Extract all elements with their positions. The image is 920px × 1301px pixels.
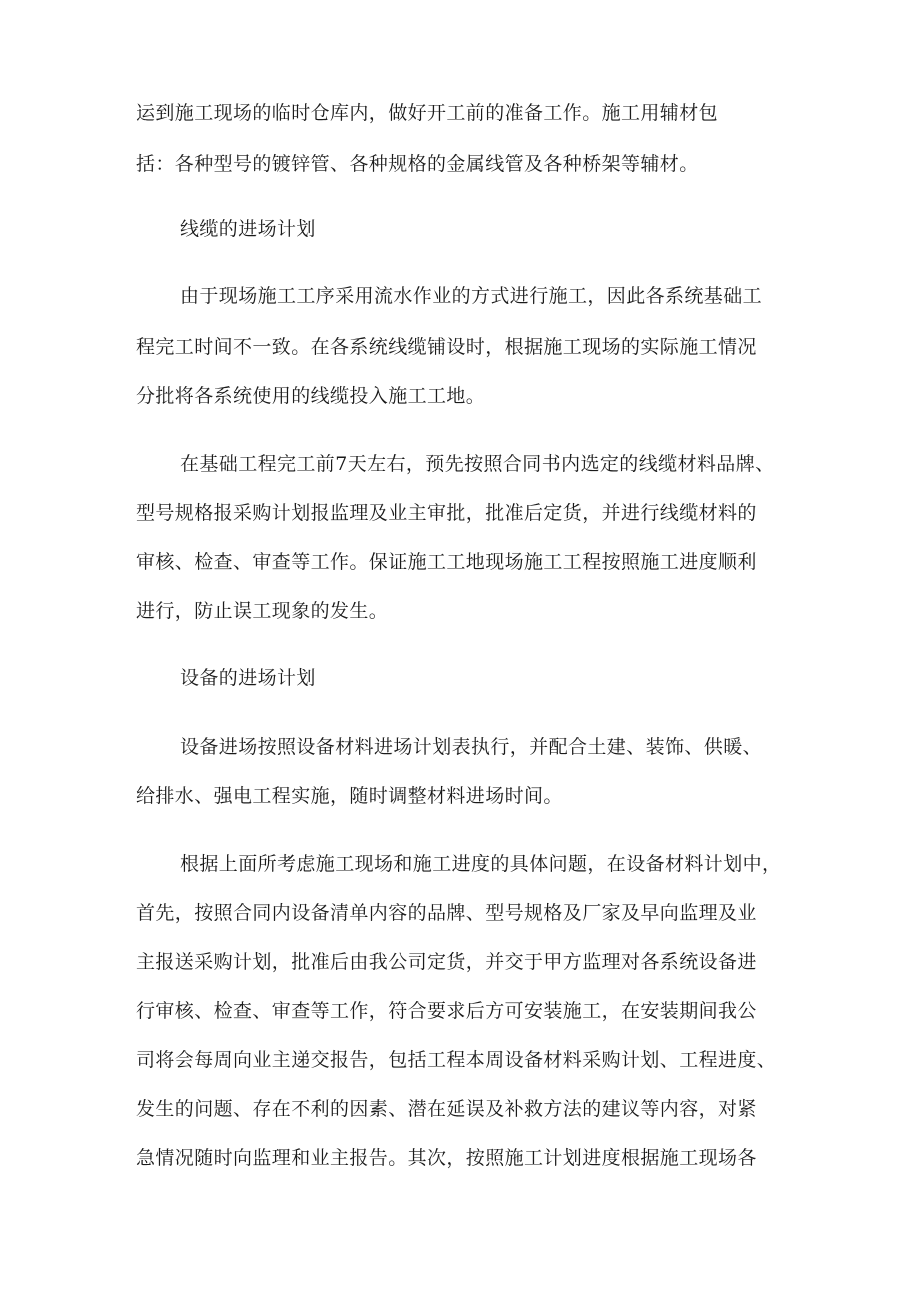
paragraph-line: 设备进场按照设备材料进场计划表执行，并配合土建、装饰、供暖、 [180,736,763,758]
paragraph-line: 审核、检查、审查等工作。保证施工工地现场施工工程按照施工进度顺利 [136,551,757,573]
paragraph-line: 首先，按照合同内设备清单内容的品牌、型号规格及厂家及早向监理及业 [136,902,757,924]
paragraph-line: 程完工时间不一致。在各系统线缆铺设时，根据施工现场的实际施工情况 [136,336,757,358]
paragraph-line: 由于现场施工工序采用流水作业的方式进行施工，因此各系统基础工 [180,285,763,307]
paragraph-line: 运到施工现场的临时仓库内，做好开工前的准备工作。施工用辅材包 [136,102,719,124]
paragraph-line: 主报送采购计划，批准后由我公司定货，并交于甲方监理对各系统设备进 [136,951,757,973]
paragraph-line: 行审核、检查、审查等工作，符合要求后方可安装施工，在安装期间我公 [136,1000,757,1022]
paragraph-line: 在基础工程完工前7天左右，预先按照合同书内选定的线缆材料品牌、 [180,453,775,475]
section-heading: 设备的进场计划 [180,667,316,689]
section-heading: 线缆的进场计划 [180,218,316,240]
paragraph-line: 给排水、强电工程实施，随时调整材料进场时间。 [136,785,563,807]
paragraph-line: 根据上面所考虑施工现场和施工进度的具体问题，在设备材料计划中， [180,853,782,875]
paragraph-line: 分批将各系统使用的线缆投入施工工地。 [136,385,486,407]
paragraph-line: 型号规格报采购计划报监理及业主审批，批准后定货，并进行线缆材料的 [136,502,757,524]
paragraph-line: 急情况随时向监理和业主报告。其次，按照施工计划进度根据施工现场各 [136,1147,757,1169]
paragraph-line: 括：各种型号的镀锌管、各种规格的金属线管及各种桥架等辅材。 [136,153,699,175]
paragraph-line: 进行，防止误工现象的发生。 [136,600,389,622]
paragraph-line: 发生的问题、存在不利的因素、潜在延误及补救方法的建议等内容，对紧 [136,1098,757,1120]
paragraph-line: 司将会每周向业主递交报告，包括工程本周设备材料采购计划、工程进度、 [136,1049,777,1071]
